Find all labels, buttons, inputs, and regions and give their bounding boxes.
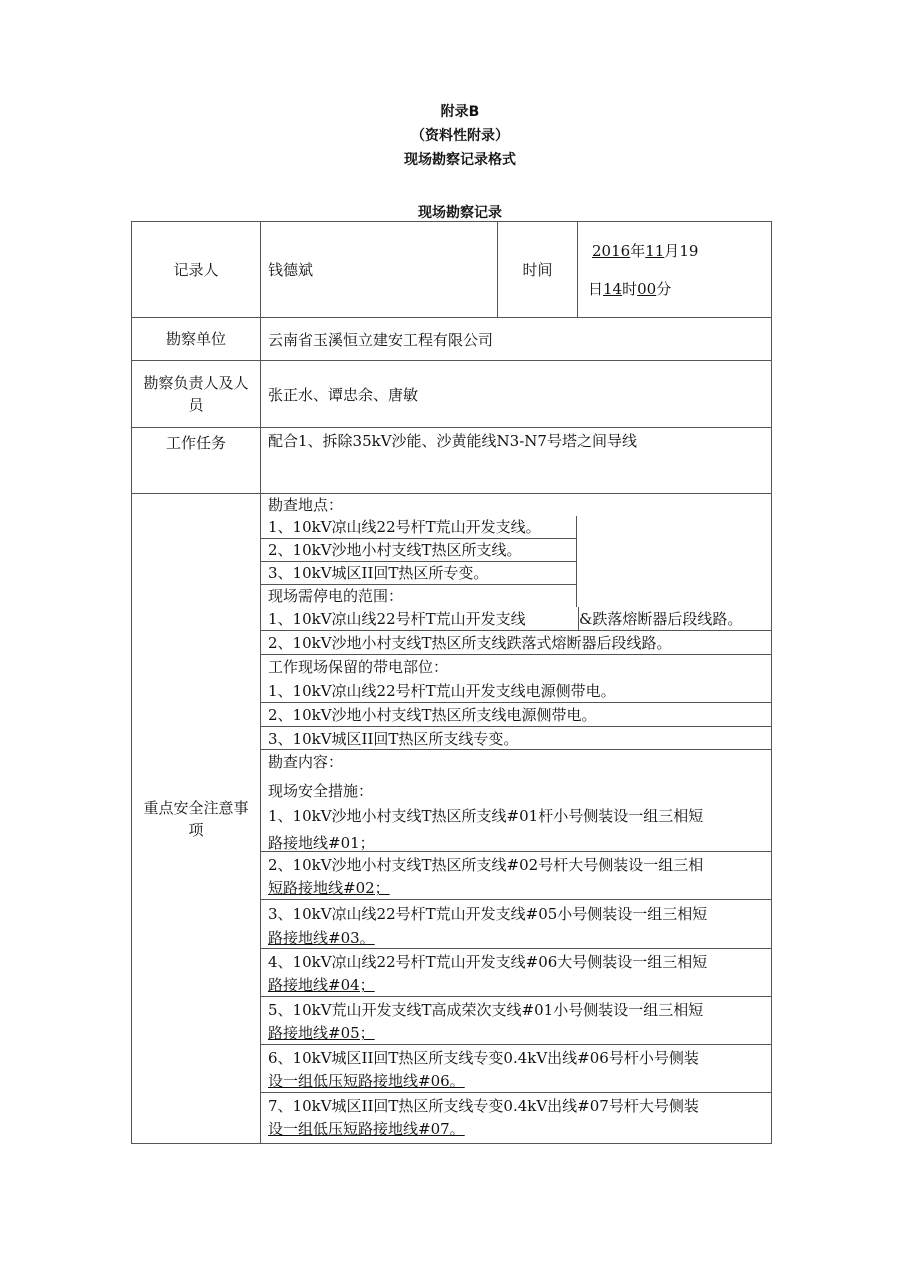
outage-item-1-a: 1、10kV凉山线22号杆T荒山开发支线 [268,610,526,628]
leader-row [132,361,772,428]
leader-value: 张正水、谭忠余、唐敏 [261,361,772,428]
safety-label-line1: 重点安全注意事 [143,798,249,817]
measure-3-line2-text: 路接地线#03。 [268,929,375,947]
time-hour: 14 [603,279,623,298]
time-value [578,222,772,318]
outage-item-1 [261,607,771,631]
unit-value: 云南省玉溪恒立建安工程有限公司 [261,318,772,361]
measure-4-line2 [261,973,771,997]
time-month: 11 [645,241,665,260]
time-day: 19 [679,241,699,260]
measure-7-line2-text: 设一组低压短路接地线#07。 [268,1120,465,1138]
measure-4-line1: 4、10kV凉山线22号杆T荒山开发支线#06大号侧装设一组三相短 [268,953,708,971]
leader-label [132,361,261,428]
site-title: 勘查地点： [268,496,344,514]
task-value: 配合1、拆除35kV沙能、沙黄能线N3-N7号塔之间导线 [261,428,772,494]
leader-label-line2: 员 [188,396,204,414]
survey-record-table [131,221,772,1144]
leader-label-line1: 勘察负责人及人 [143,374,249,392]
measure-1-line1: 1、10kV沙地小村支线T热区所支线#01杆小号侧装设一组三相短 [268,807,704,825]
site-item-3: 3、10kV城区II回T热区所专变。 [261,562,577,585]
measure-5-line2-text: 路接地线#05； [268,1024,375,1042]
time-day-unit: 日 [588,279,604,298]
time-minute-unit: 分 [656,279,672,298]
time-year-unit: 年 [630,241,646,260]
measure-4-line2-text: 路接地线#04； [268,976,375,994]
measure-1-line2: 路接地线#01； [261,828,771,852]
recorder-value: 钱德斌 [261,222,498,318]
record-title: 现场勘察记录 [418,205,502,221]
measure-5-line2 [261,1021,771,1045]
measure-7-line1: 7、10kV城区II回T热区所支线专变0.4kV出线#07号杆大号侧装 [268,1097,699,1115]
measure-6-line2 [261,1069,771,1093]
format-title: 现场勘察记录格式 [404,152,516,168]
safety-row [132,494,772,1144]
safety-label [132,494,261,1144]
safety-content [261,494,772,1144]
time-minute: 00 [637,279,657,298]
measure-3-line1: 3、10kV凉山线22号杆T荒山开发支线#05小号侧装设一组三相短 [268,905,708,923]
measure-6-line2-text: 设一组低压短路接地线#06。 [268,1072,465,1090]
task-label: 工作任务 [132,428,261,494]
appendix-title: 附录B [440,104,480,120]
time-month-unit: 月 [664,241,680,260]
measure-3-line2 [261,924,771,949]
recorder-label: 记录人 [132,222,261,318]
outage-item-1-b: &跌落熔断器后段线路。 [579,610,743,628]
site-item-2: 2、10kV沙地小村支线T热区所支线。 [261,539,577,562]
content-title: 勘查内容： [268,753,344,771]
measure-2-line2-text: 短路接地线#02； [268,879,390,897]
live-item-1: 1、10kV凉山线22号杆T荒山开发支线电源侧带电。 [261,679,771,703]
live-item-3: 3、10kV城区II回T热区所支线专变。 [261,727,771,750]
time-year: 2016 [592,241,631,260]
unit-row [132,318,772,361]
recorder-row [132,222,772,318]
measures-title: 现场安全措施： [268,782,374,800]
outage-item-2: 2、10kV沙地小村支线T热区所支线跌落式熔断器后段线路。 [261,631,771,655]
measure-7-line2 [261,1117,771,1141]
measure-2-line2 [261,876,771,900]
site-item-1: 1、10kV凉山线22号杆T荒山开发支线。 [261,516,577,539]
measure-6-line1: 6、10kV城区II回T热区所支线专变0.4kV出线#06号杆小号侧装 [268,1049,699,1067]
measure-2-line1: 2、10kV沙地小村支线T热区所支线#02号杆大号侧装设一组三相 [268,856,704,874]
time-hour-unit: 时 [622,279,638,298]
task-row [132,428,772,494]
time-label: 时间 [498,222,578,318]
outage-title: 现场需停电的范围： [261,585,577,607]
safety-label-line2: 项 [188,820,204,839]
live-item-2: 2、10kV沙地小村支线T热区所支线电源侧带电。 [261,703,771,727]
live-title: 工作现场保留的带电部位： [268,658,449,676]
appendix-subtitle: （资料性附录） [411,128,509,144]
unit-label: 勘察单位 [132,318,261,361]
measure-5-line1: 5、10kV荒山开发支线T高成荣次支线#01小号侧装设一组三相短 [268,1001,704,1019]
